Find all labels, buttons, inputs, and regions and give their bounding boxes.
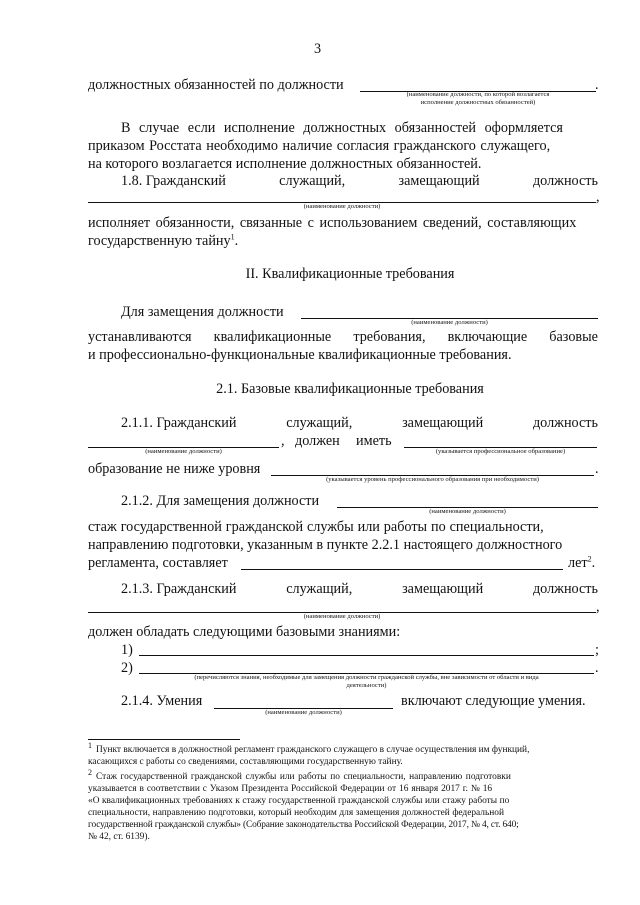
word: должность [532,581,598,597]
punct: , [596,599,600,615]
punct: . [595,77,599,93]
word: базовые [549,329,598,345]
word: служащий, [286,581,353,597]
have-word: иметь [356,433,392,449]
caption-position-b: исполнение должностных обязанностей) [420,99,536,106]
text: Пункт включается в должностной регламент гражданского служащего в случае осуществления им функций, [96,745,530,755]
item-2-1-2-line-4: регламента, составляет [88,555,228,571]
item-1-8-line [121,172,598,190]
punct: , [596,189,600,205]
footnote-2-line-2: указывается в соответствии с Указом Президента Российской Федерации от 16 января 2017 г. № 16 [88,784,493,794]
caption-position-name: (наименование должности) [303,613,381,620]
footnote-1 [88,740,530,756]
subsection-2-1-title: 2.1. Базовые квалификационные требования [216,381,484,397]
word: служащий, [286,415,353,431]
caption-position-name: (наименование должности) [265,709,342,716]
knowledge-item-1-line [139,655,594,656]
caption-position-name: (наименование должности) [411,319,488,326]
text: Стаж государственной гражданской службы или работы по специальности, направлению подготовки [96,772,511,782]
knowledge-item-2-number: 2) [121,660,133,676]
footnote-1-mark: 1 [88,740,92,750]
years-fill-line [241,569,563,570]
item-2-1-2-line-1: 2.1.2. Для замещения должности [121,493,320,509]
must-word: должен [295,433,340,449]
word: замещающий [402,415,484,431]
word: 1.8. Гражданский [121,173,226,189]
footnote-2-line-3: «О квалификационных требованиях к стажу государственной гражданской службы или стажу работы по [88,796,510,806]
text: государственную тайну [88,233,231,249]
punct: . [595,660,599,676]
footnote-2-line-6: № 42, ст. 6139). [88,832,150,842]
footnote-2-mark: 2 [88,767,92,777]
word: 2.1.1. Гражданский [121,415,237,431]
consent-line-2: приказом Росстата необходимо наличие согласия гражданского служащего, [88,138,551,154]
footnote-separator [88,739,240,740]
consent-line-3: на которого возлагается исполнение должностных обязанностей. [88,156,482,172]
punct: . [591,555,596,571]
text: исполняет обязанности, связанные с использованием сведений, составляющих [88,215,577,231]
para-2-line-2 [88,328,598,346]
text: В случае если исполнение должностных обязанностей оформляется [121,120,563,136]
caption-position-a: (наименование должности, по которой возлагается [406,91,550,98]
word: должность [532,415,598,431]
word: должность [532,173,598,189]
text: лет [568,555,588,571]
page-number: 3 [314,41,322,57]
duties-position-label: должностных обязанностей по должности [88,77,344,93]
punct: . [234,233,239,249]
years-label [568,554,595,572]
word: квалификационные [213,329,332,345]
item-1-8-line-4 [88,232,238,250]
item-2-1-2-line-3: направлению подготовки, указанным в пункте 2.2.1 настоящего должностного [88,537,563,553]
footnote-ref-1: 1 [230,232,235,242]
para-2-line-1: Для замещения должности [121,304,284,320]
caption-position-name: (наименование должности) [303,203,381,210]
footnote-2-line-4: специальности, направлению подготовки, который необходим для замещения должностей федеральной [88,808,504,818]
skills-include-text: включают следующие умения. [401,693,586,709]
para-2-line-3: и профессионально-функциональные квалификационные требования. [88,347,512,363]
footnote-1-line-2: касающихся с работы со сведениями, составляющими государственную тайну. [88,757,403,767]
punct: ; [595,642,599,658]
education-level-label: образование не ниже уровня [88,461,261,477]
word: служащий, [279,173,346,189]
consent-line-1 [121,119,598,137]
skills-label: 2.1.4. Умения [121,693,203,709]
item-2-1-3-line-3: должен обладать следующими базовыми знаниями: [88,624,401,640]
caption-knowledge-a: (перечисляются знания, необходимые для замещения должности гражданской службы, вне зависимости от области и вида [194,674,539,681]
caption-education: (указывается профессиональное образование) [435,448,566,455]
caption-position-name: (наименование должности) [429,508,506,515]
word: требования, [353,329,426,345]
punct: , [281,433,285,449]
section-2-title: II. Квалификационные требования [245,266,455,282]
item-2-1-2-line-2: стаж государственной гражданской службы или работы по специальности, [88,519,544,535]
footnote-ref-2: 2 [587,554,592,564]
word: 2.1.3. Гражданский [121,581,237,597]
knowledge-item-1-number: 1) [121,642,133,658]
word: устанавливаются [88,329,192,345]
item-1-8-line-3 [88,214,598,232]
footnote-2-line-5: государственной гражданской службы» (Собрание законодательства Российской Федерации, 2017, № 4, ст. 640; [88,820,519,830]
word: замещающий [402,581,484,597]
word: включающие [447,329,528,345]
caption-knowledge-b: деятельности) [346,682,387,689]
footnote-2 [88,767,511,783]
caption-position-name: (наименование должности) [145,448,222,455]
caption-level: (указывается уровень профессионального образования при необходимости) [326,476,539,483]
word: замещающий [398,173,480,189]
item-2-1-3-line [121,580,598,598]
punct: . [595,461,599,477]
item-2-1-1-line [121,414,598,432]
